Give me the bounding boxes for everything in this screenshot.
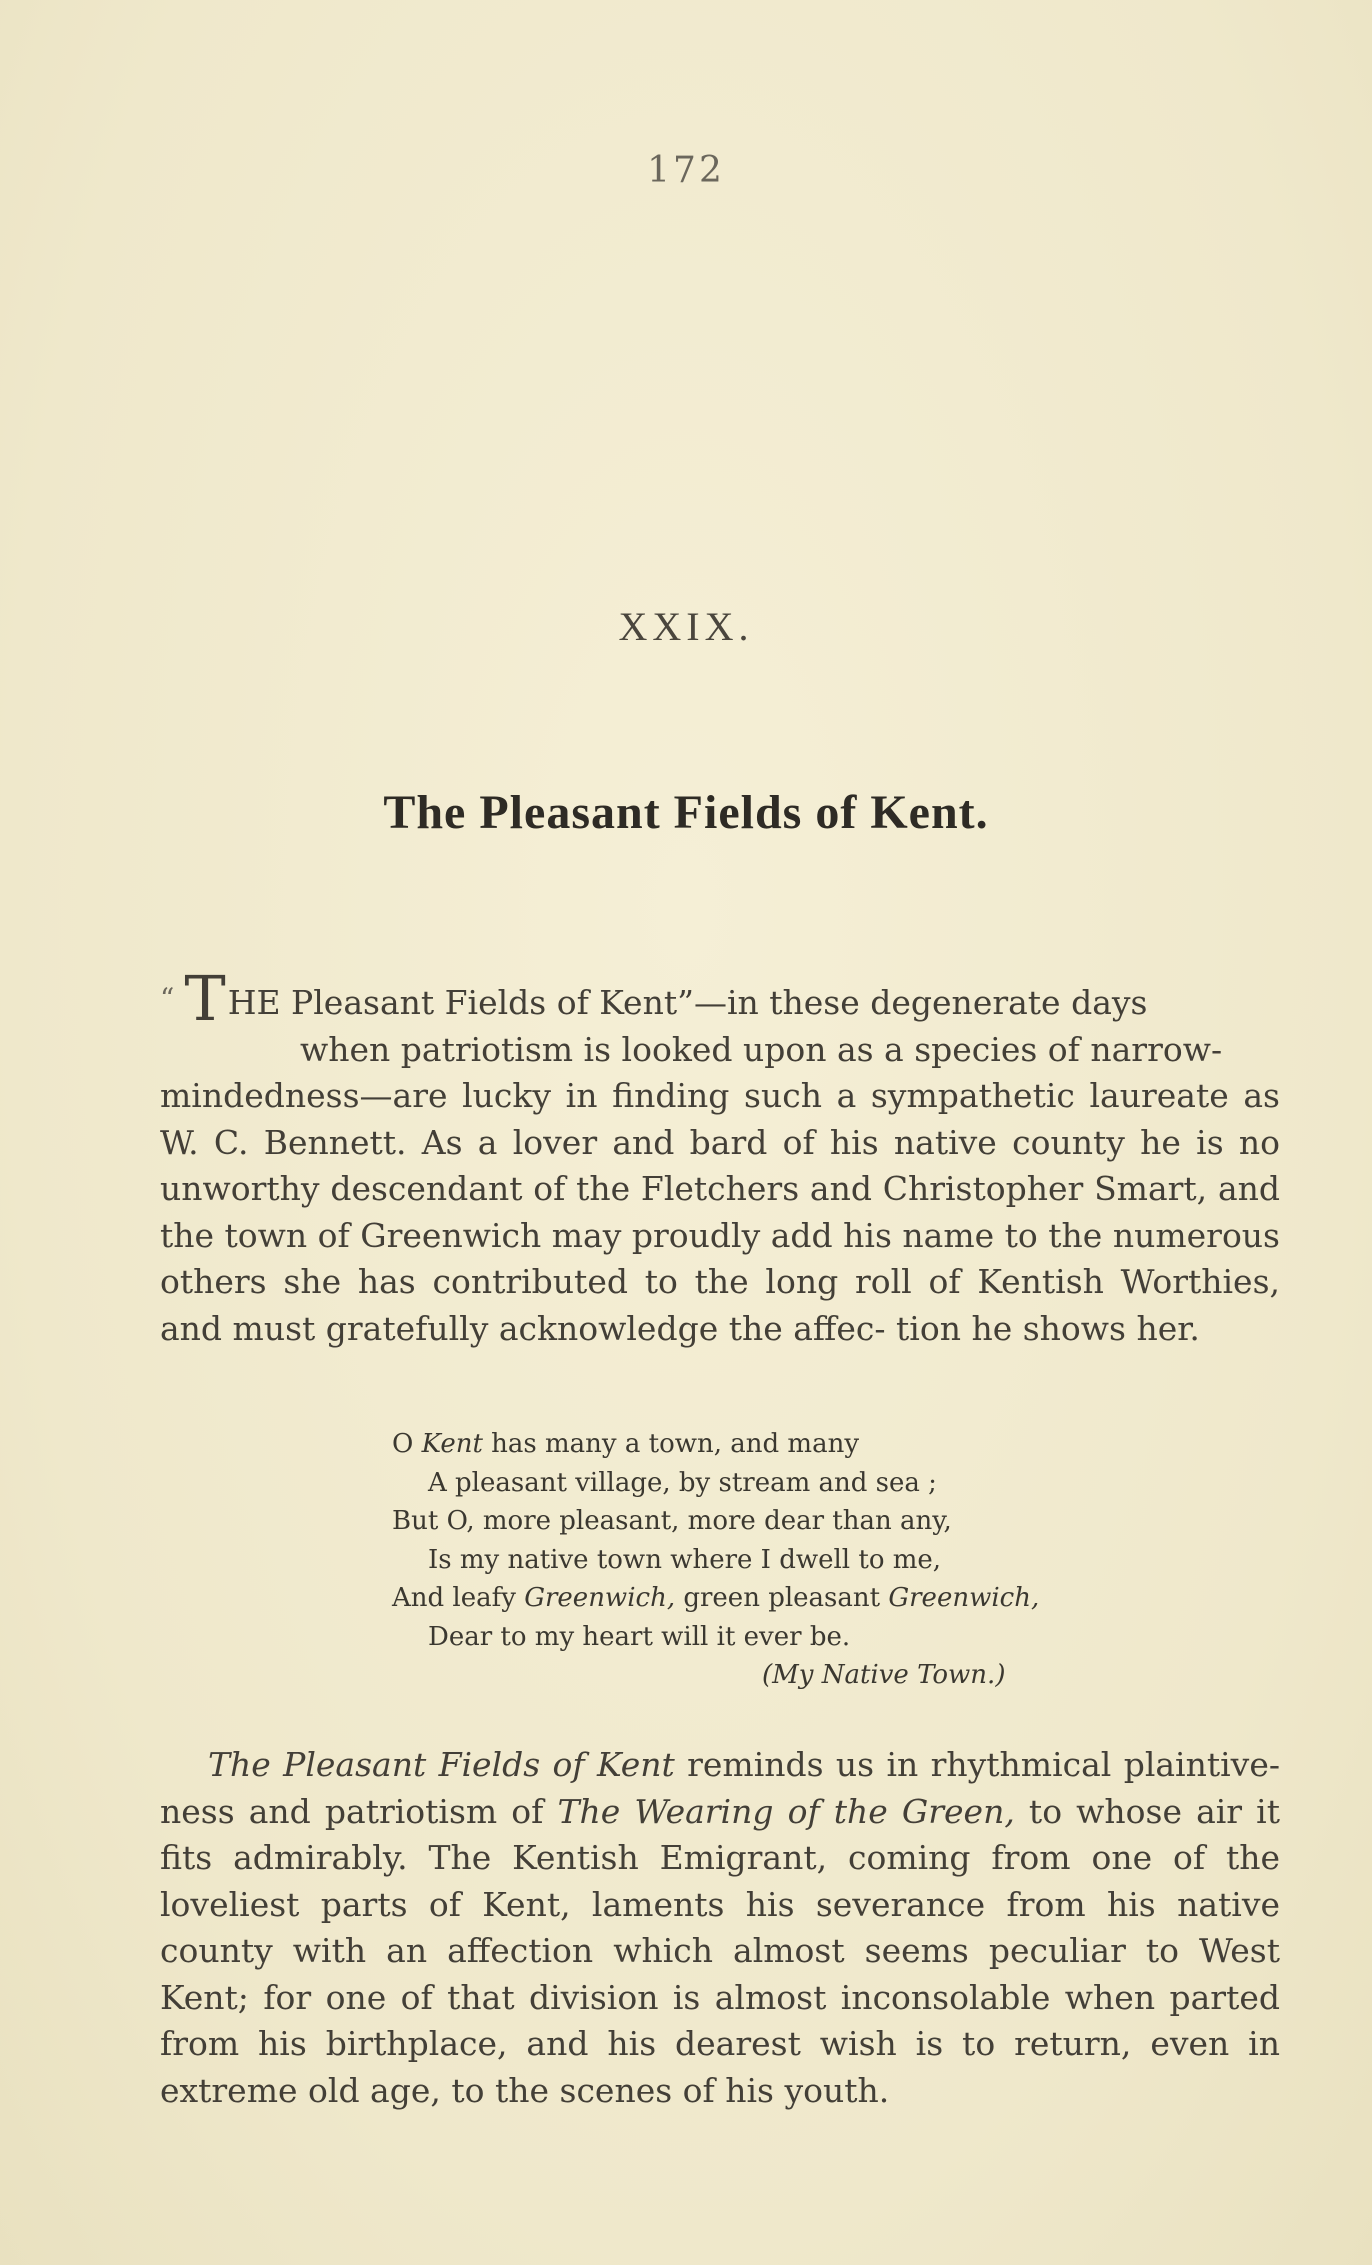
poem-line-1 [392, 1425, 1112, 1464]
song-title-italic: The Wearing of the Green, [557, 1791, 1015, 1831]
paragraph-second-line: when patriotism is looked upon as a species of narrow- [300, 1029, 1223, 1069]
poem-line-1-c: has many a town, and many [482, 1429, 860, 1459]
drop-cap: T [184, 962, 226, 1035]
paragraph-intro [160, 962, 1280, 1352]
poem-line-2: A pleasant village, by stream and sea ; [428, 1467, 937, 1498]
poem-line-5-a: And leafy [392, 1583, 525, 1613]
poem-line-1-a: O [392, 1429, 422, 1459]
poem-line-4: Is my native town where I dwell to me, [428, 1544, 942, 1575]
first-line-text: HE Pleasant Fields of Kent”—in these degenerate days [227, 983, 1148, 1022]
commentary-text-a: reminds us in rhythmical plaintive- ness and patriotism of [160, 1745, 1281, 1831]
poem-line-5-c: green pleasant [675, 1583, 889, 1613]
paragraph-first-line [160, 962, 1280, 1035]
paragraph-rest: mindedness—are lucky in finding such a sympathetic laureate as W. C. Bennett. As a lover and bard of his native county he is no unworthy descendant of the Fletchers and Christopher Smart, and the town of Greenwich may proudly add his name to the numerous others she has contributed to the long roll of Kentish Worthies, and must gratefully acknowledge the affec- tion he shows her. [160, 1076, 1280, 1348]
commentary-text-b: to whose air it fits admirably. The Kentish Emigrant, coming from one of the loveliest parts of Kent, laments his severance from his native county with an affection which almost seems peculiar to West Kent; for one of that division is almost inconsolable when parted from his birthplace, and his dearest wish is to return, even in extreme old age, to the scenes of his youth. [160, 1791, 1280, 2110]
poem-line-3: But O, more pleasant, more dear than any, [392, 1506, 952, 1536]
poem-source: (My Native Town.) [762, 1660, 1006, 1690]
paragraph-commentary [160, 1742, 1280, 2114]
poem-line-5-greenwich: Greenwich, [524, 1583, 676, 1613]
page-number: 172 [647, 150, 725, 191]
poem-line-6: Dear to my heart will it ever be. [428, 1621, 851, 1652]
poem-line-1-kent: Kent [421, 1429, 483, 1459]
opening-quote: “ [160, 982, 175, 1015]
title-italic: The Pleasant Fields of Kent [208, 1745, 675, 1784]
poem-quotation [392, 1425, 1112, 1695]
poem-line-5 [392, 1579, 1112, 1618]
poem-line-5-greenwich-2: Greenwich, [888, 1583, 1040, 1613]
chapter-title: The Pleasant Fields of Kent. [383, 786, 989, 839]
chapter-numeral: XXIX. [618, 604, 754, 649]
